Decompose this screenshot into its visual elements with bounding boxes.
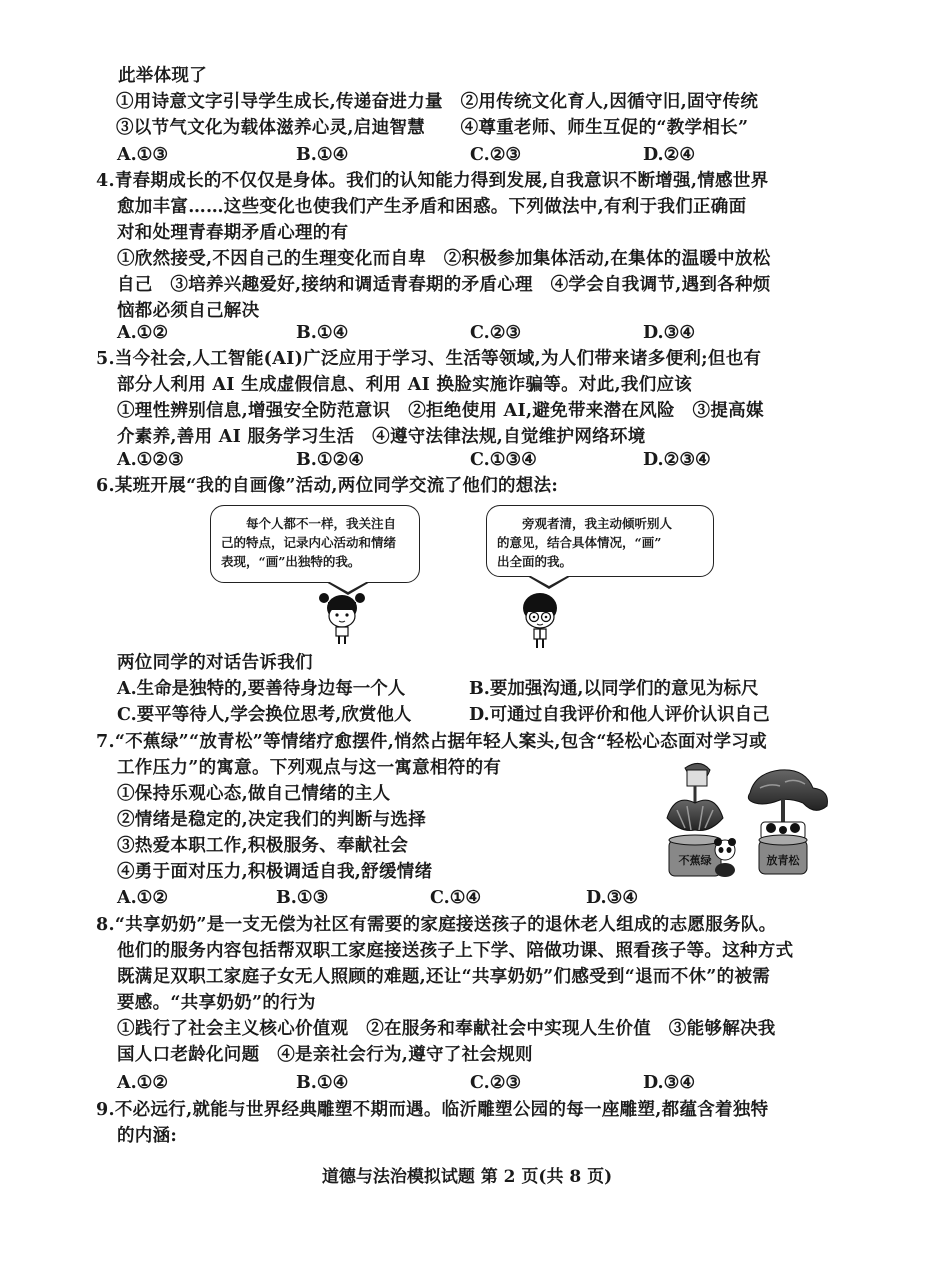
bubble-left-line-3: 表现，“画”出独特的我。 — [221, 554, 361, 569]
q7-line-4: ②情绪是稳定的,决定我们的判断与选择 — [117, 810, 426, 830]
q4-choice-d: D.③④ — [643, 323, 696, 343]
page-footer: 道德与法治模拟试题 第 2 页(共 8 页) — [321, 1167, 613, 1187]
q8-line-2: 他们的服务内容包括帮双职工家庭接送孩子上下学、陪做功课、照看孩子等。这种方式 — [117, 941, 794, 961]
bubble-left-line-1: 每个人都不一样，我关注自 — [221, 516, 397, 531]
q8-line-1: 8.“共享奶奶”是一支无偿为社区有需要的家庭接送孩子的退休老人组成的志愿服务队。 — [96, 915, 777, 935]
q8-choice-d: D.③④ — [643, 1073, 696, 1093]
q3-choice-d: D.②④ — [643, 145, 696, 165]
q6-choice-a: A.生命是独特的,要善待身边每一个人 — [117, 679, 406, 699]
q4-choice-b: B.①④ — [296, 323, 349, 343]
q4-line-1: 4.青春期成长的不仅仅是身体。我们的认知能力得到发展,自我意识不断增强,情感世界 — [96, 171, 769, 191]
q8-choice-c: C.②③ — [470, 1073, 522, 1093]
speech-bubble-right — [486, 505, 714, 577]
q7-choice-d: D.③④ — [586, 888, 639, 908]
q4-line-2: 愈加丰富……这些变化也使我们产生矛盾和困惑。下列做法中,有利于我们正确面 — [117, 197, 747, 217]
q4-line-6: 恼都必须自己解决 — [117, 301, 260, 321]
q6-choice-d: D.可通过自我评价和他人评价认识自己 — [469, 705, 770, 725]
figure-label-right: 放青松 — [766, 854, 800, 867]
q8-line-3: 既满足双职工家庭子女无人照顾的难题,还让“共享奶奶”们感受到“退而不休”的被需 — [117, 967, 771, 987]
q6-stem: 6.某班开展“我的自画像”活动,两位同学交流了他们的想法: — [96, 476, 559, 496]
bubble-right-line-1: 旁观者清，我主动倾听别人 — [497, 516, 673, 531]
q8-line-6: 国人口老龄化问题 ④是亲社会行为,遵守了社会规则 — [117, 1045, 533, 1065]
q8-line-4: 要感。“共享奶奶”的行为 — [117, 993, 316, 1013]
q3-options-1-2: ①用诗意文字引导学生成长,传递奋进力量 ②用传统文化育人,因循守旧,固守传统 — [116, 92, 759, 112]
q7-line-2: 工作压力”的寓意。下列观点与这一寓意相符的有 — [117, 758, 502, 778]
speech-bubble-left — [210, 505, 420, 583]
q7-choice-a: A.①② — [117, 888, 169, 908]
girl-character-icon — [318, 590, 366, 648]
q7-line-6: ④勇于面对压力,积极调适自我,舒缓情绪 — [117, 862, 433, 882]
figure-label-left: 不蕉绿 — [678, 854, 712, 867]
bubble-right-line-2: 的意见，结合具体情况，“画” — [497, 535, 662, 550]
q3-stem-end: 此举体现了 — [118, 66, 207, 86]
q5-line-4: 介素养,善用 AI 服务学习生活 ④遵守法律法规,自觉维护网络环境 — [117, 427, 646, 447]
q6-choice-b: B.要加强沟通,以同学们的意见为标尺 — [469, 679, 759, 699]
q5-choice-a: A.①②③ — [117, 450, 184, 470]
q6-prompt: 两位同学的对话告诉我们 — [117, 653, 313, 673]
bubble-left-line-2: 己的特点，记录内心活动和情绪 — [221, 535, 397, 550]
q5-line-2: 部分人利用 AI 生成虚假信息、利用 AI 换脸实施诈骗等。对此,我们应该 — [117, 375, 693, 395]
q7-choice-b: B.①③ — [276, 888, 329, 908]
q8-choice-a: A.①② — [117, 1073, 169, 1093]
q7-line-5: ③热爱本职工作,积极服务、奉献社会 — [117, 836, 409, 856]
healing-ornaments-figure — [655, 758, 835, 883]
q7-line-1: 7.“不蕉绿”“放青松”等情绪疗愈摆件,悄然占据年轻人案头,包含“轻松心态面对学习或 — [96, 732, 767, 752]
q3-choice-a: A.①③ — [117, 145, 169, 165]
q7-line-3: ①保持乐观心态,做自己情绪的主人 — [117, 784, 391, 804]
bubble-right-line-3: 出全面的我。 — [497, 554, 573, 569]
q5-line-3: ①理性辨别信息,增强安全防范意识 ②拒绝使用 AI,避免带来潜在风险 ③提高媒 — [117, 401, 764, 421]
q4-choice-c: C.②③ — [470, 323, 522, 343]
q6-choice-c: C.要平等待人,学会换位思考,欣赏他人 — [117, 705, 412, 725]
q4-line-5: 自己 ③培养兴趣爱好,接纳和调适青春期的矛盾心理 ④学会自我调节,遇到各种烦 — [117, 275, 771, 295]
q3-options-3-4: ③以节气文化为载体滋养心灵,启迪智慧 ④尊重老师、师生互促的“教学相长” — [116, 118, 749, 138]
q4-line-4: ①欣然接受,不因自己的生理变化而自卑 ②积极参加集体活动,在集体的温暖中放松 — [117, 249, 771, 269]
q5-choice-b: B.①②④ — [296, 450, 364, 470]
q5-line-1: 5.当今社会,人工智能(AI)广泛应用于学习、生活等领域,为人们带来诸多便利;但也有 — [96, 349, 762, 369]
q8-choice-b: B.①④ — [296, 1073, 349, 1093]
q3-choice-c: C.②③ — [470, 145, 522, 165]
q5-choice-c: C.①③④ — [470, 450, 537, 470]
boy-character-icon — [518, 590, 562, 652]
q3-choice-b: B.①④ — [296, 145, 349, 165]
q9-line-2: 的内涵: — [117, 1126, 178, 1146]
q7-choice-c: C.①④ — [430, 888, 482, 908]
q9-line-1: 9.不必远行,就能与世界经典雕塑不期而遇。临沂雕塑公园的每一座雕塑,都蕴含着独特 — [96, 1100, 769, 1120]
q5-choice-d: D.②③④ — [643, 450, 711, 470]
q4-choice-a: A.①② — [117, 323, 169, 343]
q4-line-3: 对和处理青春期矛盾心理的有 — [117, 223, 349, 243]
q8-line-5: ①践行了社会主义核心价值观 ②在服务和奉献社会中实现人生价值 ③能够解决我 — [117, 1019, 776, 1039]
